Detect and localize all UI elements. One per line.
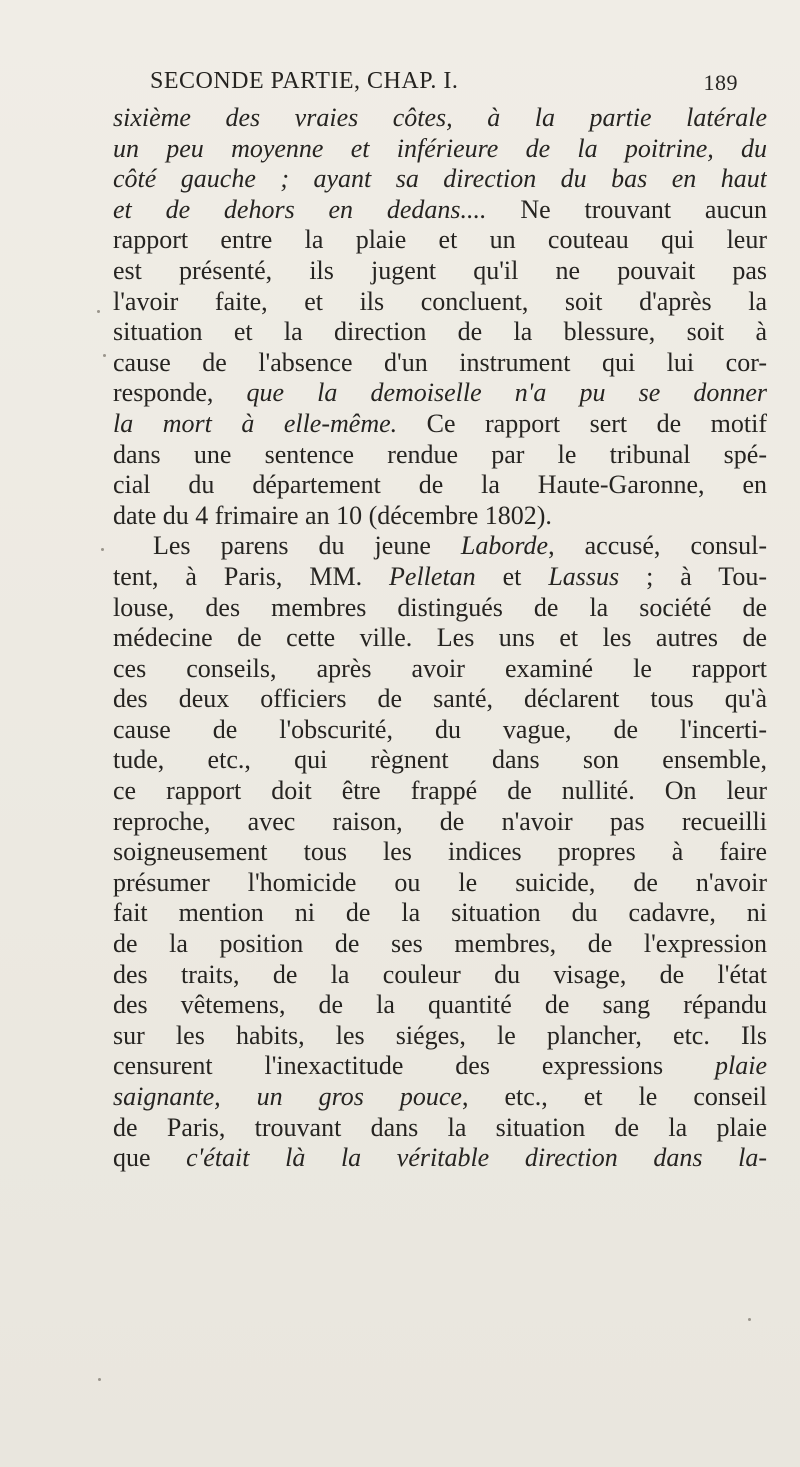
text-line <box>113 501 767 532</box>
roman-text: cial du département de la Haute-Garonne, en <box>113 470 767 500</box>
roman-text: Les parens du jeune <box>153 531 461 561</box>
italic-text: et de dehors en dedans.... <box>113 194 487 224</box>
roman-text: louse, des membres distingués de la société de <box>113 592 767 622</box>
text-line <box>113 256 767 287</box>
roman-text: sur les habits, les siéges, le plancher, etc. Ils <box>113 1020 767 1050</box>
roman-text: de Paris, trouvant dans la situation de la plaie <box>113 1112 767 1142</box>
roman-text: ce rapport doit être frappé de nullité. On leur <box>113 776 767 806</box>
roman-text: de la position de ses membres, de l'expression <box>113 929 767 959</box>
text-line <box>113 623 767 654</box>
body-text <box>113 103 767 1174</box>
roman-text: , accusé, consul- <box>548 531 767 561</box>
text-line <box>113 409 767 440</box>
text-line <box>113 684 767 715</box>
text-line <box>113 960 767 991</box>
running-title: SECONDE PARTIE, CHAP. I. <box>150 68 459 94</box>
roman-text: date du 4 frimaire an 10 (décembre 1802). <box>113 500 552 530</box>
roman-text: fait mention ni de la situation du cadavre, ni <box>113 898 767 928</box>
roman-text: soigneusement tous les indices propres à faire <box>113 837 767 867</box>
roman-text: cause de l'absence d'un instrument qui lui cor- <box>113 347 767 377</box>
margin-speck <box>98 1378 101 1381</box>
page-number: 189 <box>703 70 738 95</box>
text-line <box>113 531 767 562</box>
text-line <box>113 164 767 195</box>
text-line <box>113 225 767 256</box>
italic-text: sixième des vraies côtes, à la partie latérale <box>113 103 767 132</box>
italic-text: plaie <box>715 1051 767 1081</box>
italic-text: Lassus <box>548 561 620 591</box>
text-line <box>113 715 767 746</box>
roman-text: Ne trouvant aucun <box>486 194 767 224</box>
text-line <box>113 990 767 1021</box>
italic-text: Pelletan <box>389 561 476 591</box>
text-line <box>113 1051 767 1082</box>
margin-speck <box>101 548 104 551</box>
text-line <box>113 1021 767 1052</box>
roman-text: et <box>475 561 549 591</box>
roman-text: Ce rapport sert de motif <box>397 408 767 438</box>
text-line <box>113 837 767 868</box>
text-line <box>113 898 767 929</box>
text-line <box>113 929 767 960</box>
roman-text: tude, etc., qui règnent dans son ensemble, <box>113 745 767 775</box>
roman-text: responde, <box>113 378 247 408</box>
roman-text: censurent l'inexactitude des expressions <box>113 1051 715 1081</box>
text-line <box>113 378 767 409</box>
text-line <box>113 807 767 838</box>
roman-text: est présenté, ils jugent qu'il ne pouvait pas <box>113 255 767 285</box>
margin-speck <box>748 1318 751 1321</box>
margin-speck <box>97 310 100 313</box>
roman-text: rapport entre la plaie et un couteau qui leur <box>113 225 767 255</box>
text-line <box>113 348 767 379</box>
italic-text: côté gauche ; ayant sa direction du bas en haut <box>113 164 767 194</box>
roman-text: des deux officiers de santé, déclarent tous qu'à <box>113 684 767 714</box>
italic-text: que la demoiselle n'a pu se donner <box>246 378 767 408</box>
roman-text: des traits, de la couleur du visage, de l'état <box>113 959 767 989</box>
margin-speck <box>103 354 106 357</box>
text-line <box>113 1082 767 1113</box>
text-line <box>113 745 767 776</box>
roman-text: reproche, avec raison, de n'avoir pas recueilli <box>113 806 767 836</box>
text-line <box>113 1143 767 1174</box>
italic-text: un peu moyenne et inférieure de la poitrine, du <box>113 133 767 163</box>
text-line <box>113 103 767 134</box>
text-line <box>113 317 767 348</box>
roman-text: ces conseils, après avoir examiné le rapport <box>113 653 767 683</box>
roman-text: tent, à Paris, MM. <box>113 561 390 591</box>
roman-text: dans une sentence rendue par le tribunal spé- <box>113 439 767 469</box>
text-line <box>113 868 767 899</box>
italic-text: saignante, un gros pouce <box>113 1082 462 1111</box>
text-line <box>113 134 767 165</box>
roman-text: cause de l'obscurité, du vague, de l'incerti- <box>113 714 767 744</box>
roman-text: présumer l'homicide ou le suicide, de n'avoir <box>113 867 767 897</box>
roman-text: médecine de cette ville. Les uns et les autres de <box>113 623 767 653</box>
roman-text: ; à Tou- <box>619 561 767 591</box>
roman-text: l'avoir faite, et ils concluent, soit d'après la <box>113 286 767 316</box>
text-line <box>113 440 767 471</box>
text-line <box>113 654 767 685</box>
roman-text: des vêtemens, de la quantité de sang répandu <box>113 990 767 1020</box>
roman-text: , etc., et le conseil <box>461 1082 767 1111</box>
italic-text: Laborde <box>460 531 549 561</box>
text-line <box>113 287 767 318</box>
text-line <box>113 470 767 501</box>
text-line <box>113 776 767 807</box>
roman-text: que <box>113 1143 187 1173</box>
italic-text: la mort à elle-même. <box>113 408 398 438</box>
roman-text: situation et la direction de la blessure, soit à <box>113 317 767 347</box>
italic-text: c'était là la véritable direction dans la- <box>186 1143 767 1173</box>
text-line <box>113 1113 767 1144</box>
text-line <box>113 195 767 226</box>
running-head <box>150 68 760 98</box>
text-line <box>113 593 767 624</box>
text-line <box>113 562 767 593</box>
